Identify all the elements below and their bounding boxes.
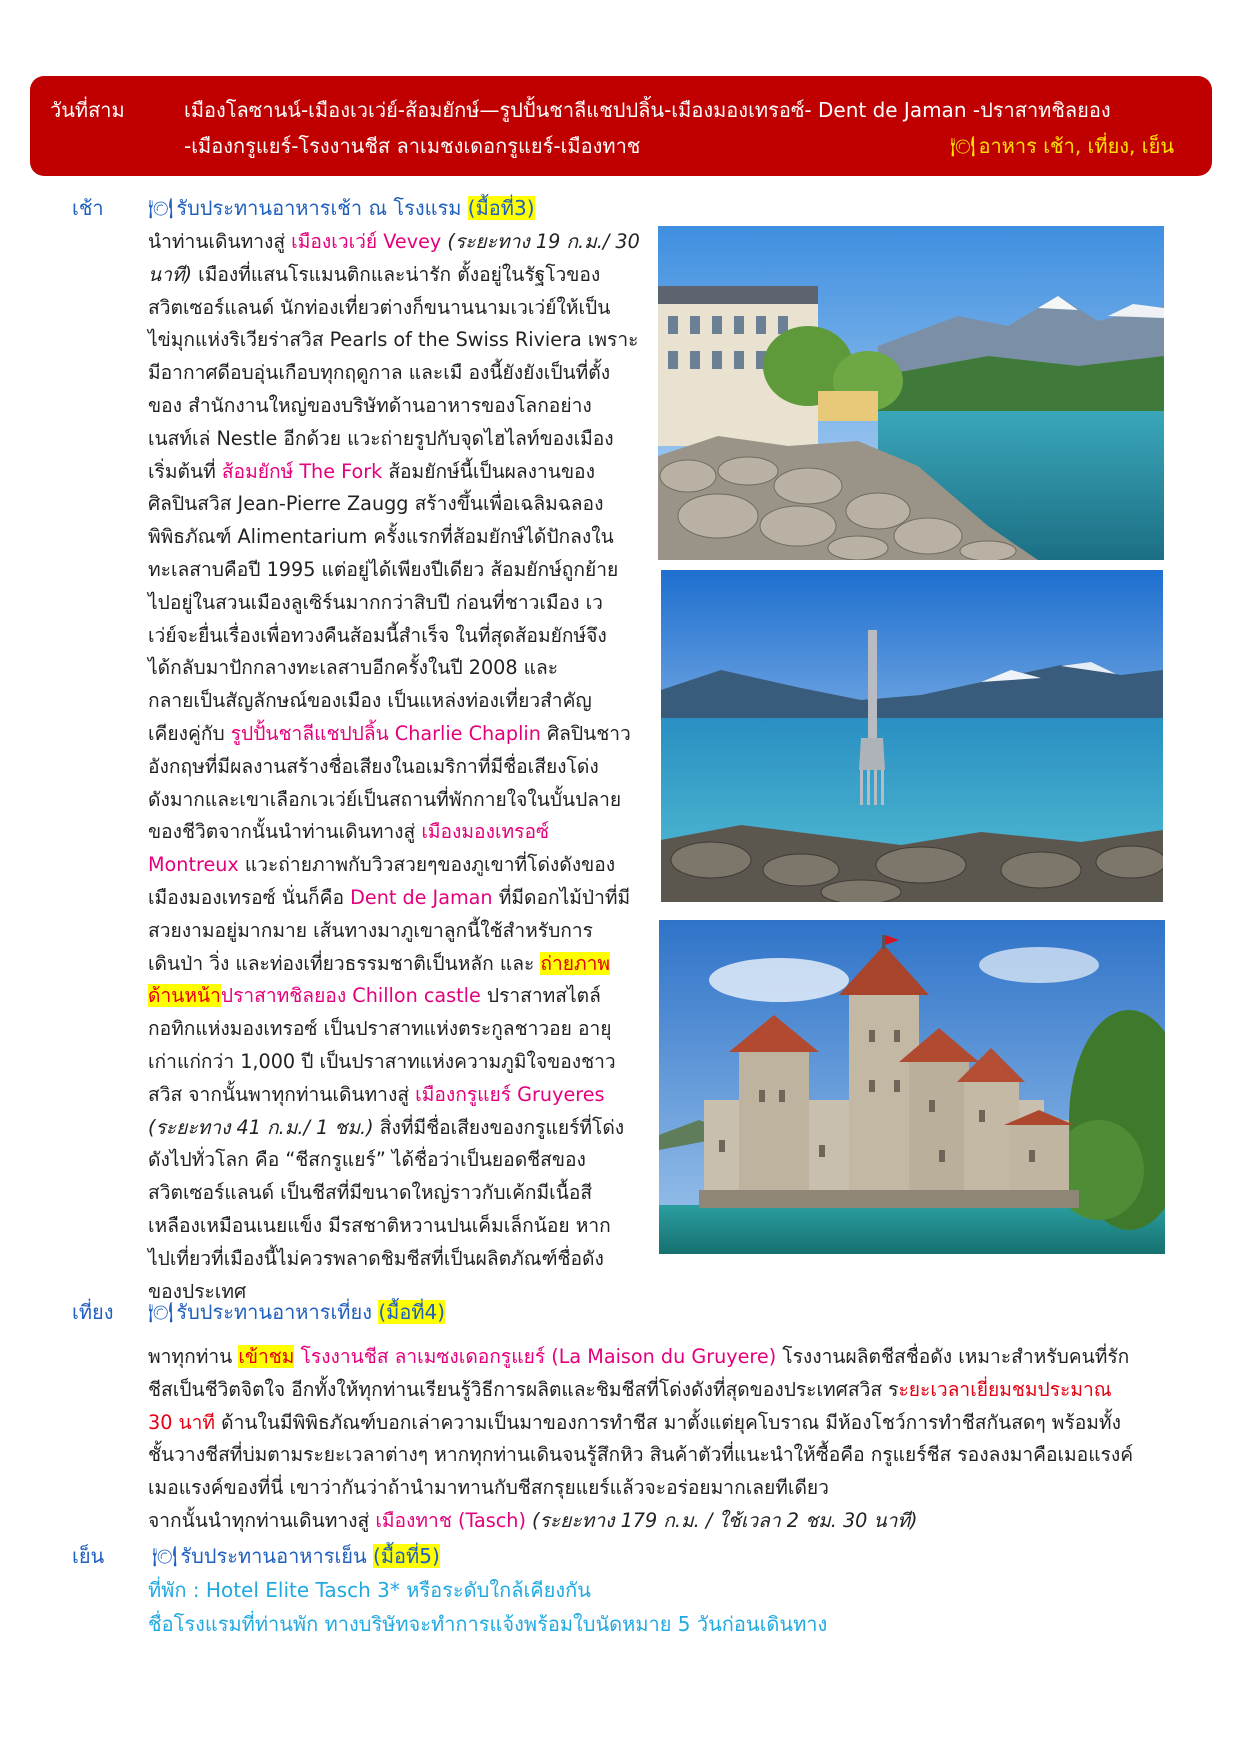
text-run: เดินป่า วิ่ง และท่องเที่ยวธรรมชาติเป็นหลัก และ [148, 951, 541, 975]
meals-text: อาหาร เช้า, เที่ยง, เย็น [978, 134, 1174, 158]
text-line: เนสท์เล่ Nestle อีกด้วย แวะถ่ายรูปกับจุดไฮไลท์ของเมือง [148, 426, 614, 450]
text-run: เมืองที่แสนโรแมนติกและน่ารัก ตั้งอยู่ในรัฐโวของ [192, 262, 601, 286]
lunch-meal-no: (มื้อที่4) [378, 1300, 446, 1324]
meal-icon: 🍽 [148, 196, 174, 220]
text-run: สิ่งที่มีชื่อเสียงของกรูแยร์ที่โด่ง [373, 1115, 625, 1139]
text-run: ที่มีดอกไม้ป่าที่มี [492, 885, 631, 909]
noon-label: เที่ยง [72, 1300, 114, 1324]
highlight-front: ด้านหน้า [148, 984, 221, 1008]
meal-icon: 🍽 [152, 1544, 178, 1568]
text-line: ศิลปินสวิส Jean-Pierre Zaugg สร้างขึ้นเพื่อเฉลิมฉลอง [148, 492, 604, 516]
meal-icon: 🍽 [950, 134, 976, 158]
breakfast-heading [148, 192, 535, 224]
distance-note: (ระยะทาง 179 ก.ม. / ใช้เวลา 2 ชม. 30 นาที) [525, 1508, 918, 1532]
text-line: มีอากาศดีอบอุ่นเกือบทุกฤดูกาล และเมื องนี้ยังยังเป็นที่ตั้ง [148, 361, 611, 385]
dinner-text: รับประทานอาหารเย็น [180, 1544, 367, 1568]
text-line: ดังไปทั่วโลก คือ “ชีสกรูแยร์” ได้ชื่อว่าเป็นยอดชีสของ [148, 1148, 586, 1172]
place-the-fork: ส้อมยักษ์ The Fork [221, 459, 383, 483]
evening-label: เย็น [72, 1544, 105, 1568]
text-line: ดังมากและเขาเลือกเวเว่ย์เป็นสถานที่พักกายใจในบั้นปลาย [148, 787, 622, 811]
highlight-photo: ถ่ายภาพ [540, 951, 611, 975]
distance-note: นาที) [148, 262, 193, 286]
text-run: ด้านในมีพิพิธภัณฑ์บอกเล่าความเป็นมาของการทำชีส มาตั้งแต่ยุคโบราณ มีห้องโชว์การทำชีสกันสดๆ พร้อมทั้ง [215, 1410, 1121, 1434]
text-run: แวะถ่ายภาพกับวิวสวยๆของภูเขาที่โด่งดังของ [238, 853, 616, 877]
lunch-text: รับประทานอาหารเที่ยง [176, 1300, 372, 1324]
text-run: ชีสเป็นชีวิตจิตใจ อีกทั้งให้ทุกท่านเรียนรู้วิธีการผลิตและชิมชีสที่โด่งดังที่สุดของประเทศสวิส ร [148, 1377, 899, 1401]
text-line: พิพิธภัณฑ์ Alimentarium ครั้งแรกที่ส้อมยักษ์ได้ปักลงใน [148, 525, 614, 549]
morning-description [148, 226, 646, 1308]
day-banner [30, 76, 1212, 176]
dinner-heading [152, 1540, 440, 1572]
place-cheese-factory: โรงงานชีส ลาเมซงเดอกรูแยร์ (La Maison du Gruyere) [294, 1345, 777, 1368]
text-run: ส้อมยักษ์นี้เป็นผลงานของ [382, 459, 595, 483]
text-run: ของชีวิตจากนั้นนำท่านเดินทางสู่ [148, 820, 422, 844]
text-line: ชั้นวางชีสที่บ่มตามระยะเวลาต่างๆ หากทุกท่านเดินจนรู้สึกหิว สินค้าตัวที่แนะนำให้ซื้อคือ กรูแยร์ชีส รองลงมาคือเมอแรงค์ [148, 1443, 1134, 1467]
day-label: วันที่สาม [50, 98, 125, 122]
place-gruyeres: เมืองกรูแยร์ Gruyeres [415, 1082, 605, 1106]
chillon-castle-photo [659, 920, 1165, 1254]
text-line: ไปอยู่ในสวนเมืองลูเซิร์นมากกว่าสิบปี ก่อนที่ชาวเมือง เว [148, 590, 603, 614]
text-line: สวิตเซอร์แลนด์ เป็นชีสที่มีขนาดใหญ่ราวกับเค้กมีเนื้อสี [148, 1181, 593, 1205]
distance-note: (ระยะทาง 41 ก.ม./ 1 ชม.) [148, 1115, 374, 1139]
dinner-meal-no: (มื้อที่5) [373, 1544, 440, 1568]
morning-label: เช้า [72, 196, 104, 220]
text-line: อังกฤษที่มีผลงานสร้างชื่อเสียงในอเมริกาที่มีชื่อเสียงโด่ง [148, 754, 599, 778]
place-montreux-en: Montreux [148, 853, 239, 877]
meal-icon: 🍽 [148, 1300, 174, 1324]
text-line: ของประเทศ [148, 1279, 247, 1303]
text-line: กอทิกแห่งมองเทรอซ์ เป็นปราสาทแห่งตระกูลชาวอย อายุ [148, 1017, 612, 1041]
vevey-photo [658, 226, 1164, 560]
text-run: เมืองมองเทรอซ์ นั่นก็คือ [148, 885, 351, 909]
text-line: สวยงามอยู่มากมาย เส้นทางมาภูเขาลูกนี้ใช้สำหรับการ [148, 918, 593, 942]
visit-duration: 30 นาที [148, 1410, 216, 1434]
afternoon-description [148, 1341, 1170, 1538]
text-run: ศิลปินชาว [540, 721, 631, 745]
text-run: จากนั้นนำทุกท่านเดินทางสู่ [148, 1508, 376, 1532]
text-line: เมอแรงค์ของที่นี่ เขาว่ากันว่าถ้านำมาทานกับชีสกรุยแยร์แล้วจะอร่อยมากเลยทีเดียว [148, 1476, 829, 1500]
visit-duration: ะยะเวลาเยี่ยมชมประมาณ [898, 1377, 1112, 1401]
text-run: ปราสาทสไตล์ [480, 984, 601, 1008]
text-line: ของ สำนักงานใหญ่ของบริษัทด้านอาหารของโลกอย่าง [148, 393, 592, 417]
text-line: ได้กลับมาปักกลางทะเลสาบอีกครั้งในปี 2008 และ [148, 656, 559, 680]
text-line: เว่ย์จะยื่นเรื่องเพื่อทวงคืนส้อมนี้สำเร็จ ในที่สุดส้อมยักษ์จึง [148, 623, 607, 647]
route-line-1: เมืองโลซานน์-เมืองเวเว่ย์-ส้อมยักษ์—รูปปั้นชาลีแชปปลิ้น-เมืองมองเทรอซ์- Dent de Jaman -ปราสาทชิลยอง [184, 98, 1111, 122]
text-run: เริ่มต้นที่ [148, 459, 222, 483]
route-line-2: -เมืองกรูแยร์-โรงงานชีส ลาเมชงเดอกรูแยร์-เมืองทาช [184, 134, 641, 158]
hotel-info: ที่พัก : Hotel Elite Tasch 3* หรือระดับใกล้เคียงกัน [148, 1578, 591, 1602]
text-line: ไปเที่ยวที่เมืองนี้ไม่ควรพลาดชิมชีสที่เป็นผลิตภัณฑ์ชื่อดัง [148, 1246, 604, 1270]
breakfast-meal-no: (มื้อที่3) [467, 196, 535, 220]
text-run: พาทุกท่าน [148, 1345, 239, 1368]
distance-note: (ระยะทาง 19 ก.ม./ 30 [441, 230, 640, 253]
meals-summary [950, 130, 1174, 162]
text-line: ทะเลสาบคือปี 1995 แต่อยู่ได้เพียงปีเดียว ส้อมยักษ์ถูกย้าย [148, 557, 619, 581]
text-line: ไข่มุกแห่งริเวียร่าสวิส Pearls of the Swiss Riviera เพราะ [148, 328, 639, 352]
text-line: สวิตเซอร์แลนด์ นักท่องเที่ยวต่างก็ขนานนามเวเว่ย์ให้เป็น [148, 295, 611, 319]
text-run: นำท่านเดินทางสู่ [148, 230, 292, 253]
highlight-visit: เข้าชม [238, 1345, 295, 1368]
place-vevey: เมืองเวเว่ย์ Vevey [291, 230, 442, 253]
the-fork-photo [661, 570, 1163, 902]
lunch-heading [148, 1296, 445, 1328]
text-line: เก่าแก่กว่า 1,000 ปี เป็นปราสาทแห่งความภูมิใจของชาว [148, 1049, 616, 1073]
text-line: เหลืองเหมือนเนยแข็ง มีรสชาติหวานปนเค็มเล็กน้อย หาก [148, 1213, 611, 1237]
place-chaplin-statue: รูปปั้นชาลีแชปปลิ้น Charlie Chaplin [230, 721, 541, 745]
text-run: เคียงคู่กับ [148, 721, 231, 745]
text-run: โรงงานผลิตชีสชื่อดัง เหมาะสำหรับคนที่รัก [776, 1345, 1130, 1368]
place-montreux: เมืองมองเทรอซ์ [421, 820, 550, 844]
text-run: สวิส จากนั้นพาทุกท่านเดินทางสู่ [148, 1082, 416, 1106]
place-tasch: เมืองทาช (Tasch) [375, 1508, 526, 1532]
place-chillon: ปราสาทชิลยอง Chillon castle [220, 984, 481, 1008]
text-line: กลายเป็นสัญลักษณ์ของเมือง เป็นแหล่งท่องเที่ยวสำคัญ [148, 689, 592, 713]
place-dent-de-jaman: Dent de Jaman [350, 885, 493, 909]
breakfast-text: รับประทานอาหารเช้า ณ โรงแรม [176, 196, 462, 220]
hotel-note: ชื่อโรงแรมที่ท่านพัก ทางบริษัทจะทำการแจ้งพร้อมใบนัดหมาย 5 วันก่อนเดินทาง [148, 1612, 828, 1636]
